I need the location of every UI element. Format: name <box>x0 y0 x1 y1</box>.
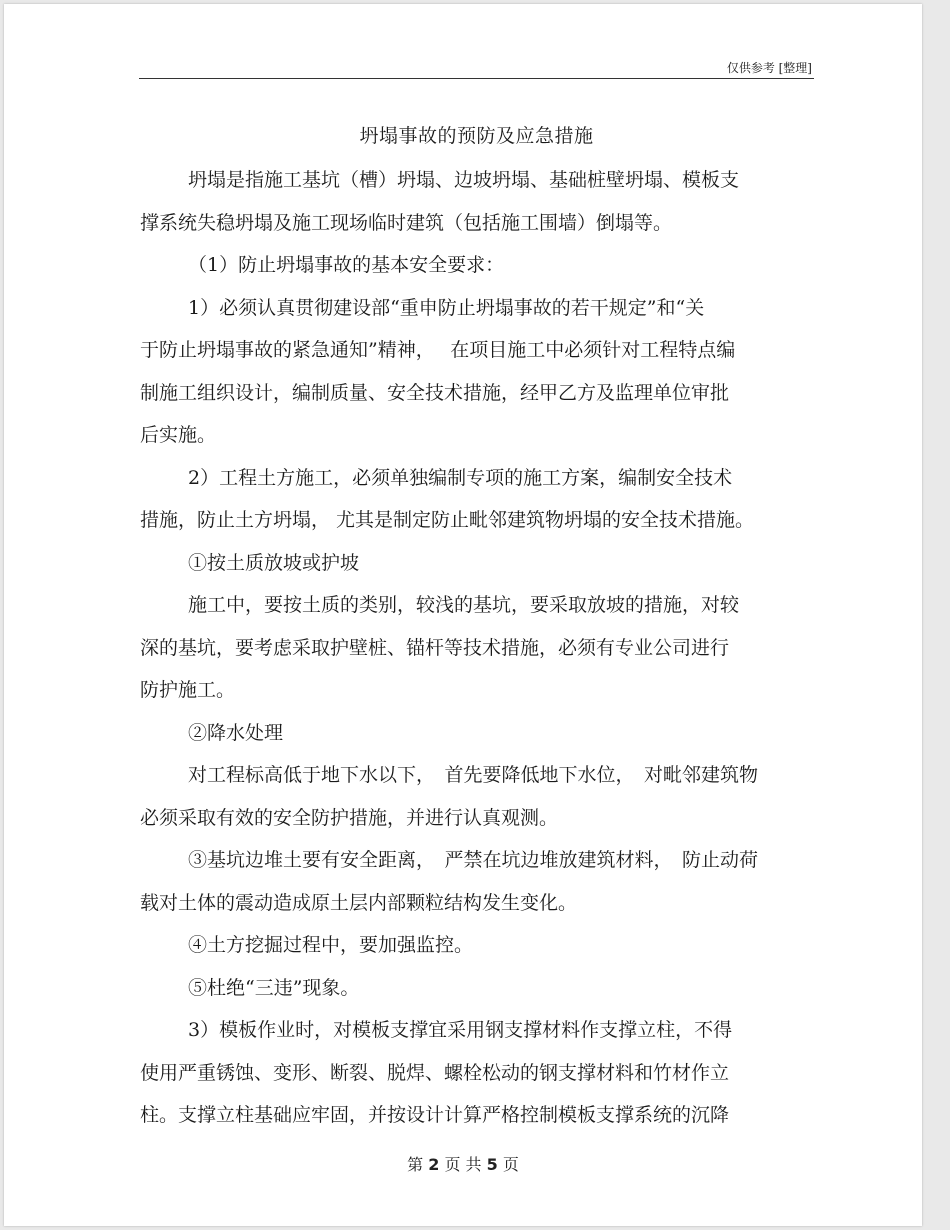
body-line: 措施，防止土方坍塌， 尤其是制定防止毗邻建筑物坍塌的安全技术措施。 <box>140 509 755 531</box>
body-line: 2）工程土方施工，必须单独编制专项的施工方案，编制安全技术 <box>188 466 733 489</box>
document-page <box>4 4 922 1226</box>
body-line: ③基坑边堆土要有安全距离， 严禁在坑边堆放建筑材料， 防止动荷 <box>188 849 759 871</box>
page-footer <box>4 1152 922 1175</box>
body-line: 载对土体的震动造成原土层内部颗粒结构发生变化。 <box>140 891 578 914</box>
body-line: 施工中，要按土质的类别，较浅的基坑，要采取放坡的措施，对较 <box>188 594 740 616</box>
body-line: 对工程标高低于地下水以下， 首先要降低地下水位， 对毗邻建筑物 <box>188 764 759 786</box>
body-line: 防护施工。 <box>140 679 236 701</box>
document-body <box>140 159 808 1137</box>
header-note: 仅供参考 [整理] <box>726 61 812 75</box>
body-line: 1）必须认真贯彻建设部“重申防止坍塌事故的若干规定”和“关 <box>188 296 705 319</box>
body-line: ②降水处理 <box>188 721 284 744</box>
body-line: ④土方挖掘过程中，要加强监控。 <box>188 934 474 956</box>
body-line: 后实施。 <box>140 424 217 446</box>
body-line: 于防止坍塌事故的紧急通知”精神， 在项目施工中必须针对工程特点编 <box>140 339 736 361</box>
body-line: 3）模板作业时，对模板支撑宜采用钢支撑材料作支撑立柱，不得 <box>188 1019 733 1041</box>
header-divider <box>139 78 814 79</box>
body-line: ①按土质放坡或护坡 <box>188 551 360 574</box>
body-line: 撑系统失稳坍塌及施工现场临时建筑（包括施工围墙）倒塌等。 <box>140 211 673 234</box>
body-line: 坍塌是指施工基坑（槽）坍塌、边坡坍塌、基础桩壁坍塌、模板支 <box>188 169 740 191</box>
footer-page-number: 2 <box>428 1155 440 1174</box>
body-line: 使用严重锈蚀、变形、断裂、脱焊、螺栓松动的钢支撑材料和竹材作立 <box>140 1061 730 1084</box>
body-line: 深的基坑，要考虑采取护壁桩、锚杆等技术措施，必须有专业公司进行 <box>140 636 730 659</box>
footer-middle: 页 共 <box>444 1155 482 1174</box>
body-line: 必须采取有效的安全防护措施，并进行认真观测。 <box>140 806 559 829</box>
footer-suffix: 页 <box>502 1155 519 1174</box>
document-title: 坍塌事故的预防及应急措施 <box>359 125 594 147</box>
body-line: 柱。支撑立柱基础应牢固，并按设计计算严格控制模板支撑系统的沉降 <box>140 1104 730 1126</box>
body-line: ⑤杜绝“三违”现象。 <box>188 976 360 999</box>
body-line: 制施工组织设计，编制质量、安全技术措施，经甲乙方及监理单位审批 <box>140 381 730 404</box>
body-line: （1）防止坍塌事故的基本安全要求： <box>188 254 505 276</box>
footer-total-pages: 5 <box>486 1155 498 1174</box>
footer-prefix: 第 <box>407 1155 424 1174</box>
